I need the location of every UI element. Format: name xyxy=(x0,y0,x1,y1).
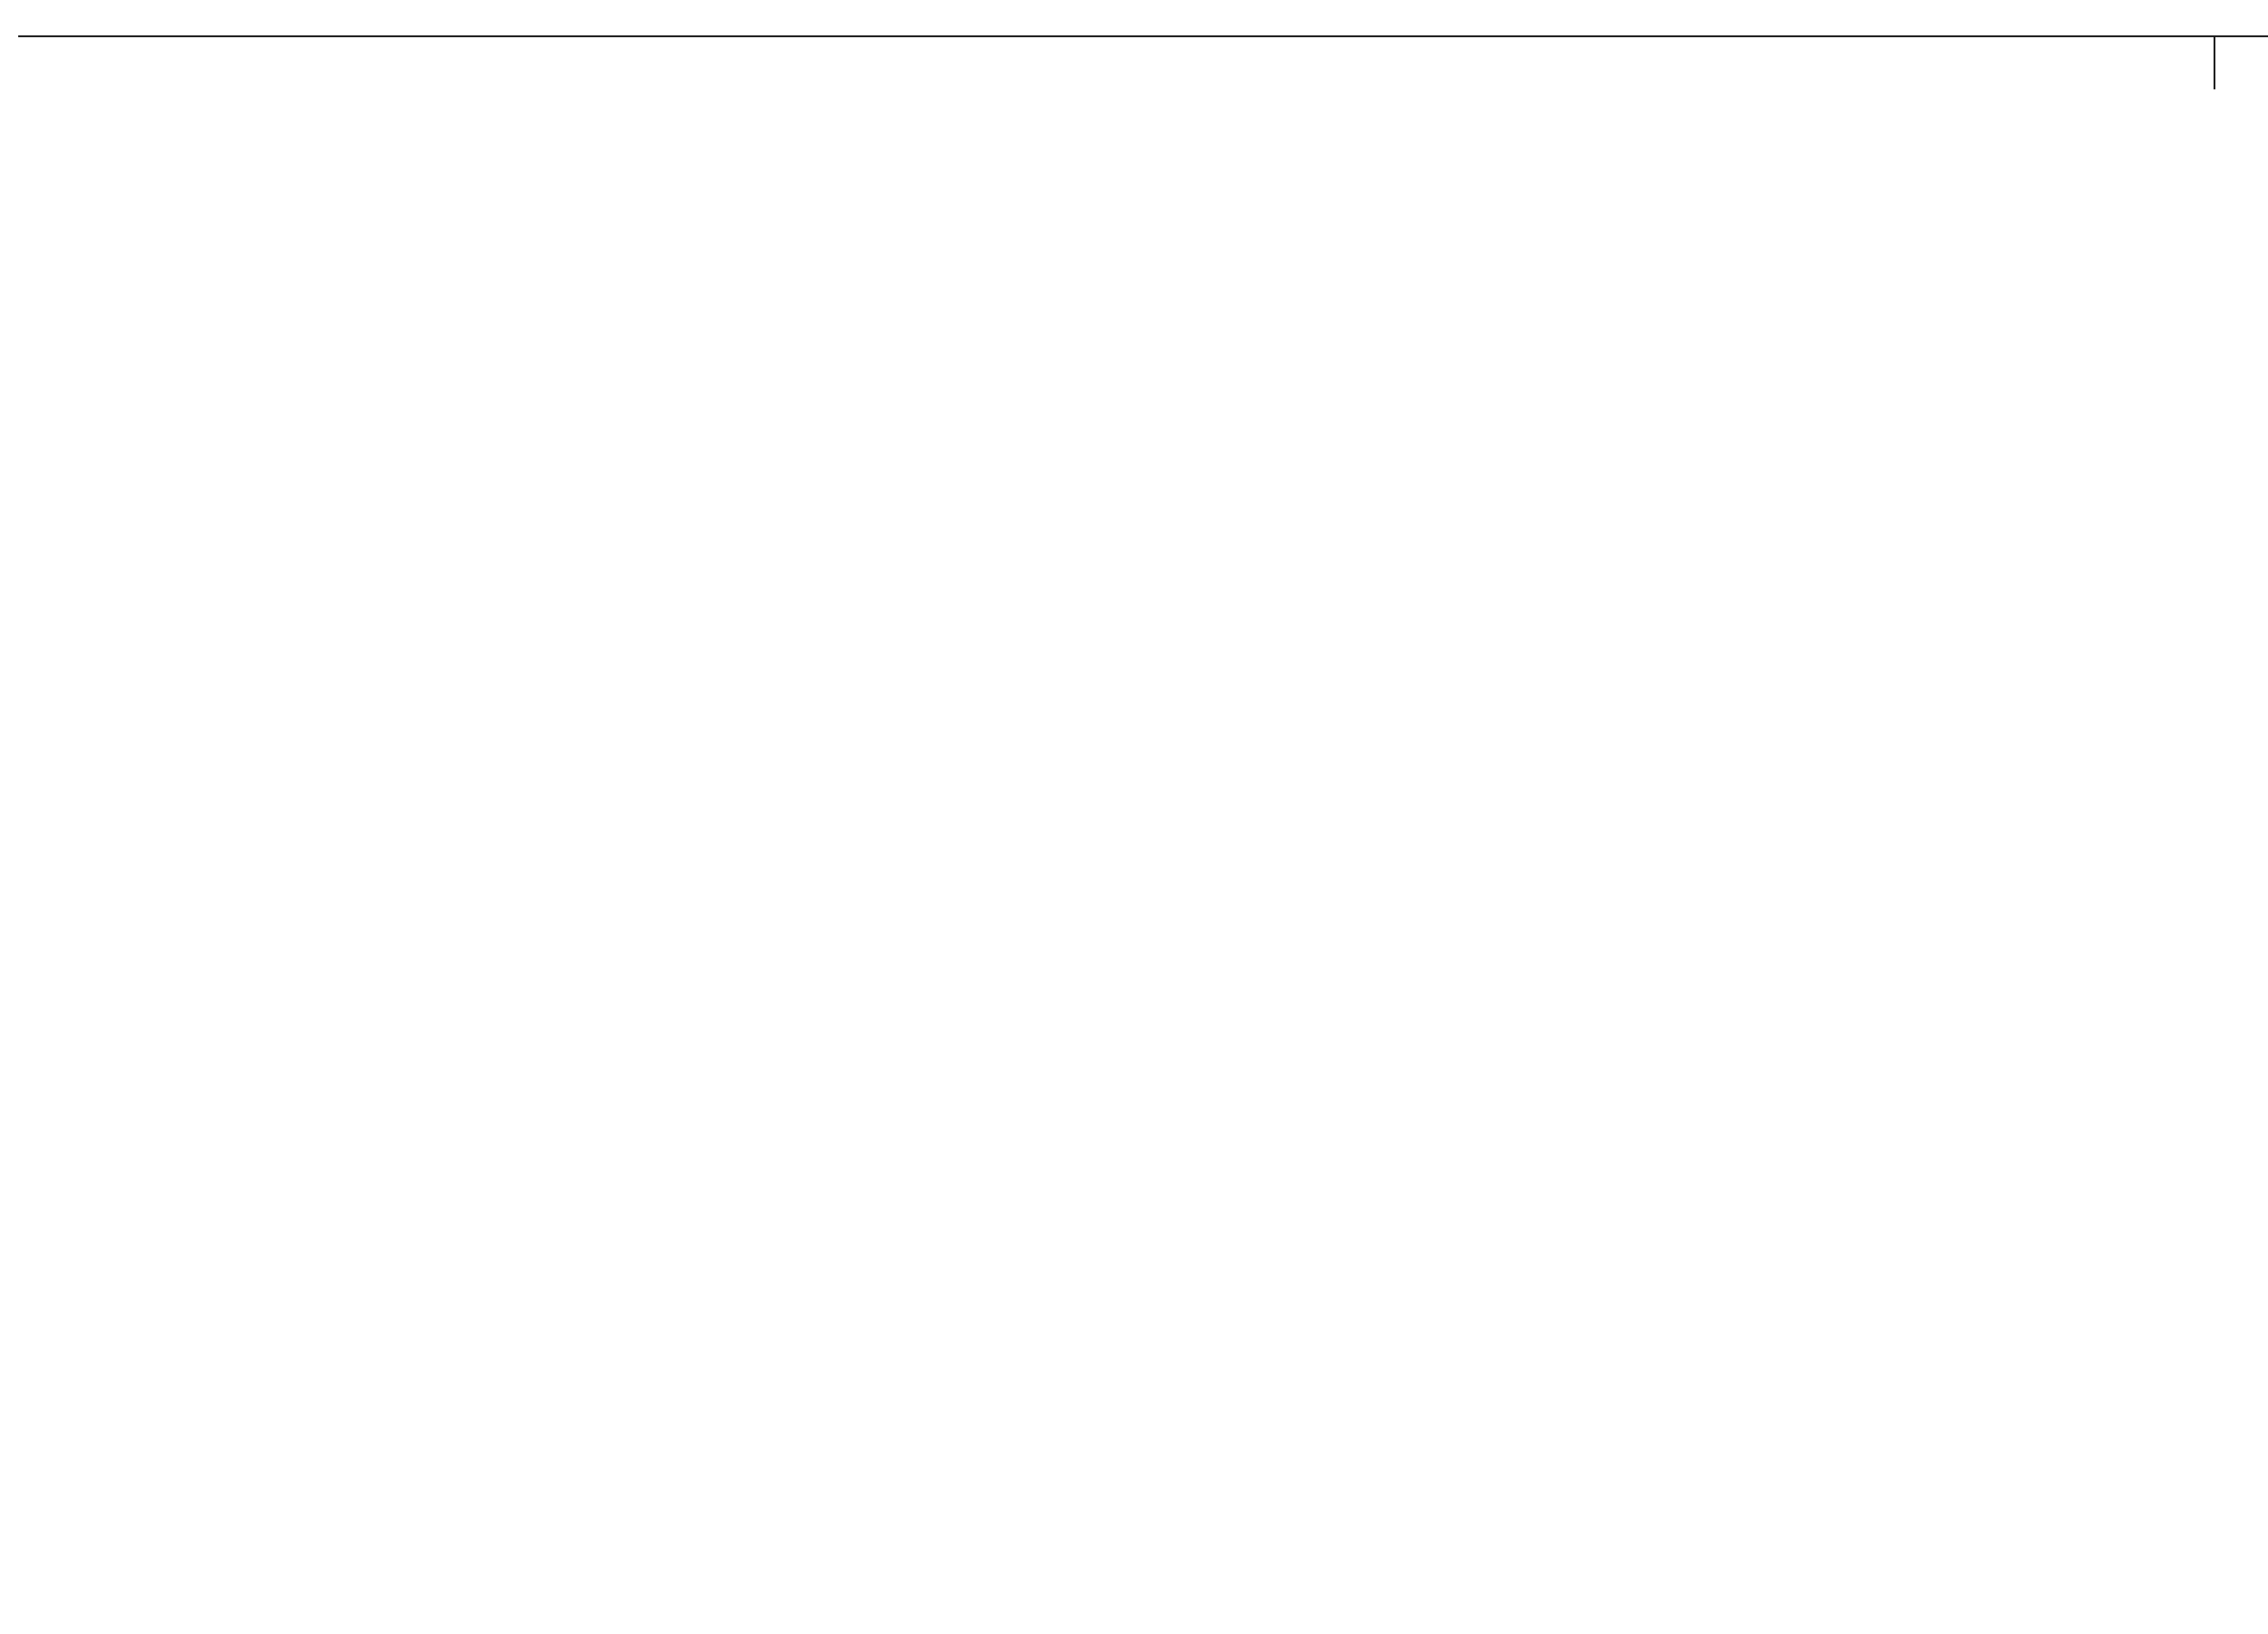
inv-podl-value xyxy=(29,1438,57,1574)
album-label xyxy=(20,891,52,1027)
